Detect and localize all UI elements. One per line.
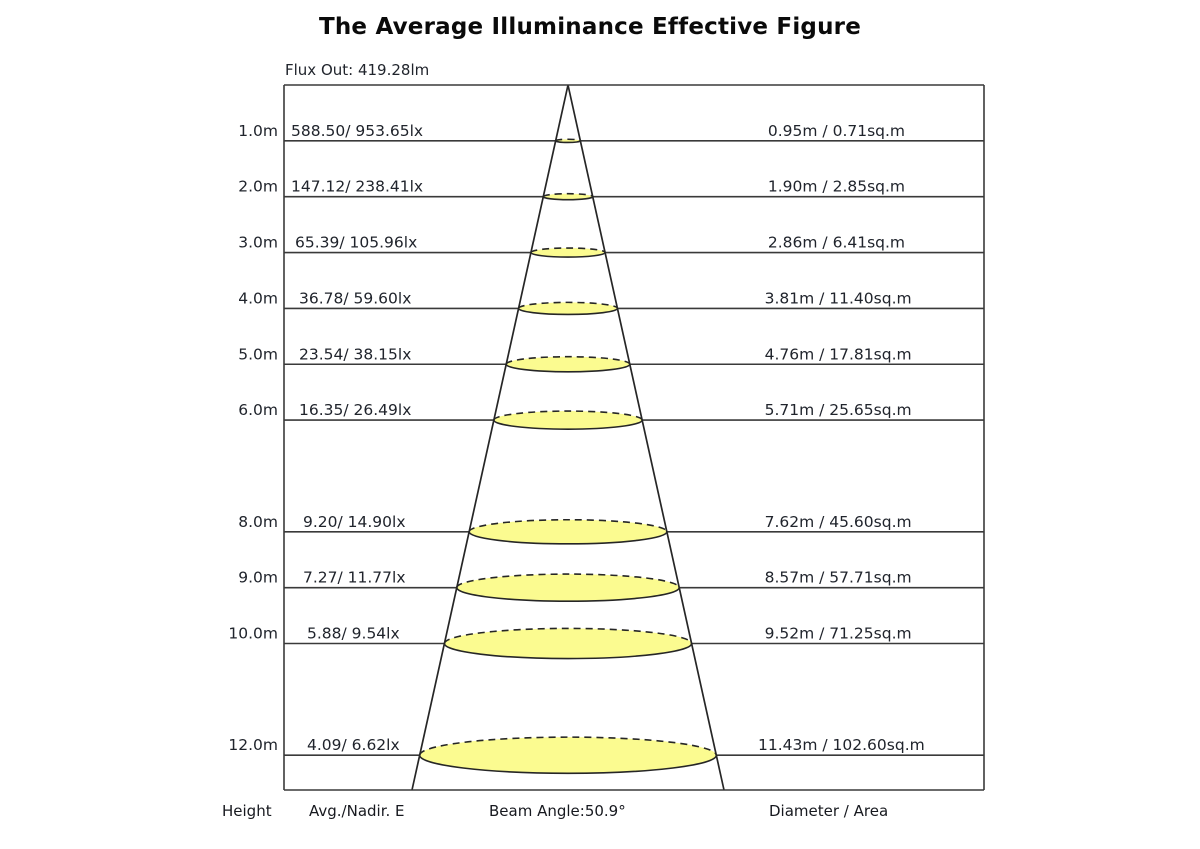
row-height-label: 2.0m: [238, 177, 278, 196]
row-avg-nadir-value: 4.09/ 6.62lx: [307, 736, 400, 755]
row-diameter-area-value: 7.62m / 45.60sq.m: [764, 512, 912, 531]
row-avg-nadir-value: 36.78/ 59.60lx: [299, 289, 412, 308]
row-avg-nadir-value: 65.39/ 105.96lx: [295, 233, 418, 252]
beam-cone-right-edge: [568, 85, 724, 790]
row-diameter-area-value: 8.57m / 57.71sq.m: [764, 568, 912, 587]
footer-height-label: Height: [222, 802, 272, 820]
beam-cone-left-edge: [412, 85, 568, 790]
row-height-label: 5.0m: [238, 345, 278, 364]
row-diameter-area-value: 11.43m / 102.60sq.m: [758, 736, 925, 755]
flux-out-label: Flux Out: 419.28lm: [285, 61, 430, 79]
row-height-label: 6.0m: [238, 401, 278, 420]
row-height-label: 4.0m: [238, 289, 278, 308]
row-height-label: 12.0m: [228, 736, 278, 755]
row-height-label: 3.0m: [238, 233, 278, 252]
row-diameter-area-value: 2.86m / 6.41sq.m: [767, 233, 906, 252]
row-diameter-area-value: 0.95m / 0.71sq.m: [767, 121, 906, 140]
footer-avg-nadir-label: Avg./Nadir. E: [309, 802, 405, 820]
row-diameter-area-value: 5.71m / 25.65sq.m: [764, 401, 912, 420]
row-avg-nadir-value: 588.50/ 953.65lx: [291, 121, 424, 140]
row-avg-nadir-value: 16.35/ 26.49lx: [299, 401, 412, 420]
row-diameter-area-value: 4.76m / 17.81sq.m: [764, 345, 912, 364]
row-avg-nadir-value: 9.20/ 14.90lx: [303, 512, 406, 531]
footer-beam-angle-label: Beam Angle:50.9°: [489, 802, 626, 820]
row-height-label: 8.0m: [238, 512, 278, 531]
page-title: The Average Illuminance Effective Figure: [318, 14, 862, 40]
row-diameter-area-value: 3.81m / 11.40sq.m: [764, 289, 912, 308]
row-avg-nadir-value: 23.54/ 38.15lx: [299, 345, 412, 364]
row-height-label: 1.0m: [238, 121, 278, 140]
row-diameter-area-value: 9.52m / 71.25sq.m: [764, 624, 912, 643]
row-avg-nadir-value: 7.27/ 11.77lx: [303, 568, 406, 587]
row-avg-nadir-value: 147.12/ 238.41lx: [291, 177, 424, 196]
row-height-label: 9.0m: [238, 568, 278, 587]
row-diameter-area-value: 1.90m / 2.85sq.m: [767, 177, 906, 196]
footer-diameter-area-label: Diameter / Area: [769, 802, 889, 820]
row-avg-nadir-value: 5.88/ 9.54lx: [307, 624, 400, 643]
row-height-label: 10.0m: [228, 624, 278, 643]
